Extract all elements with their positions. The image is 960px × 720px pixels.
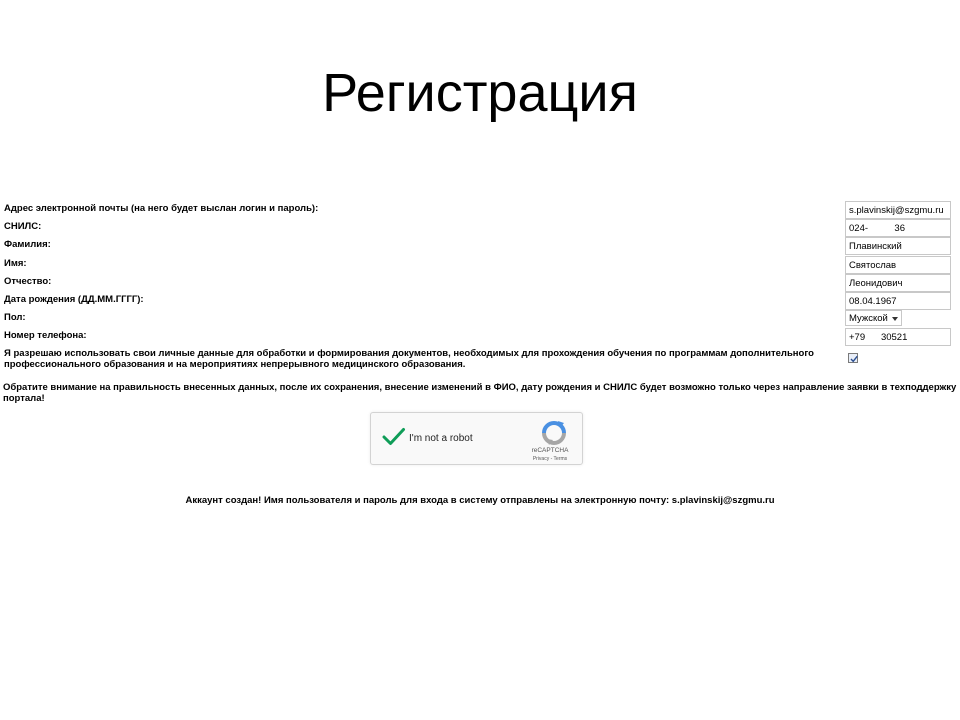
birthdate-label: Дата рождения (ДД.ММ.ГГГГ): — [4, 294, 144, 305]
consent-checkbox[interactable] — [848, 353, 858, 363]
firstname-row — [0, 256, 960, 274]
birthdate-field[interactable] — [845, 292, 951, 310]
patronymic-label: Отчество: — [4, 276, 52, 287]
recaptcha-widget — [370, 412, 583, 465]
phone-field[interactable] — [845, 328, 951, 346]
snils-field[interactable] — [845, 219, 951, 237]
email-field[interactable] — [845, 201, 951, 219]
gender-label: Пол: — [4, 312, 26, 323]
patronymic-row — [0, 274, 960, 292]
gender-select[interactable] — [845, 310, 902, 326]
gender-select-value: Мужской — [849, 313, 888, 324]
recaptcha-logo-icon — [541, 420, 567, 446]
captcha-label[interactable]: I'm not a robot — [409, 433, 473, 444]
birthdate-row — [0, 292, 960, 310]
captcha-checkmark-icon[interactable] — [382, 427, 406, 447]
page-title: Регистрация — [322, 63, 638, 123]
lastname-row — [0, 237, 960, 255]
lastname-label: Фамилия: — [4, 239, 51, 250]
success-message: Аккаунт создан! Имя пользователя и пароль для входа в систему отправлены на электронную почту: s.plavinskij@szgmu.ru — [185, 495, 775, 506]
lastname-field[interactable] — [845, 237, 951, 255]
checkmark-icon — [849, 354, 859, 364]
snils-row — [0, 219, 960, 237]
firstname-field[interactable] — [845, 256, 951, 274]
gender-row — [0, 310, 960, 328]
captcha-brand: reCAPTCHA — [531, 447, 569, 454]
patronymic-field[interactable] — [845, 274, 951, 292]
consent-text: Я разрешаю использовать свои личные данные для обработки и формирования документов, необходимых для прохождения обучения по программам дополнительного профессионального образования и на мероприятиях непрерывного медицинского образования. — [4, 348, 814, 370]
phone-label: Номер телефона: — [4, 330, 87, 341]
chevron-down-icon — [892, 317, 898, 321]
warning-text: Обратите внимание на правильность внесенных данных, после их сохранения, внесение изменений в ФИО, дату рождения и СНИЛС будет возможно только через направление заявки в техподдержку портала! — [3, 382, 957, 404]
firstname-label: Имя: — [4, 258, 27, 269]
captcha-privacy-terms-link[interactable]: Privacy - Terms — [532, 456, 568, 462]
phone-row — [0, 328, 960, 346]
snils-label: СНИЛС: — [4, 221, 42, 232]
email-row — [0, 201, 960, 219]
email-label: Адрес электронной почты (на него будет выслан логин и пароль): — [4, 203, 319, 214]
